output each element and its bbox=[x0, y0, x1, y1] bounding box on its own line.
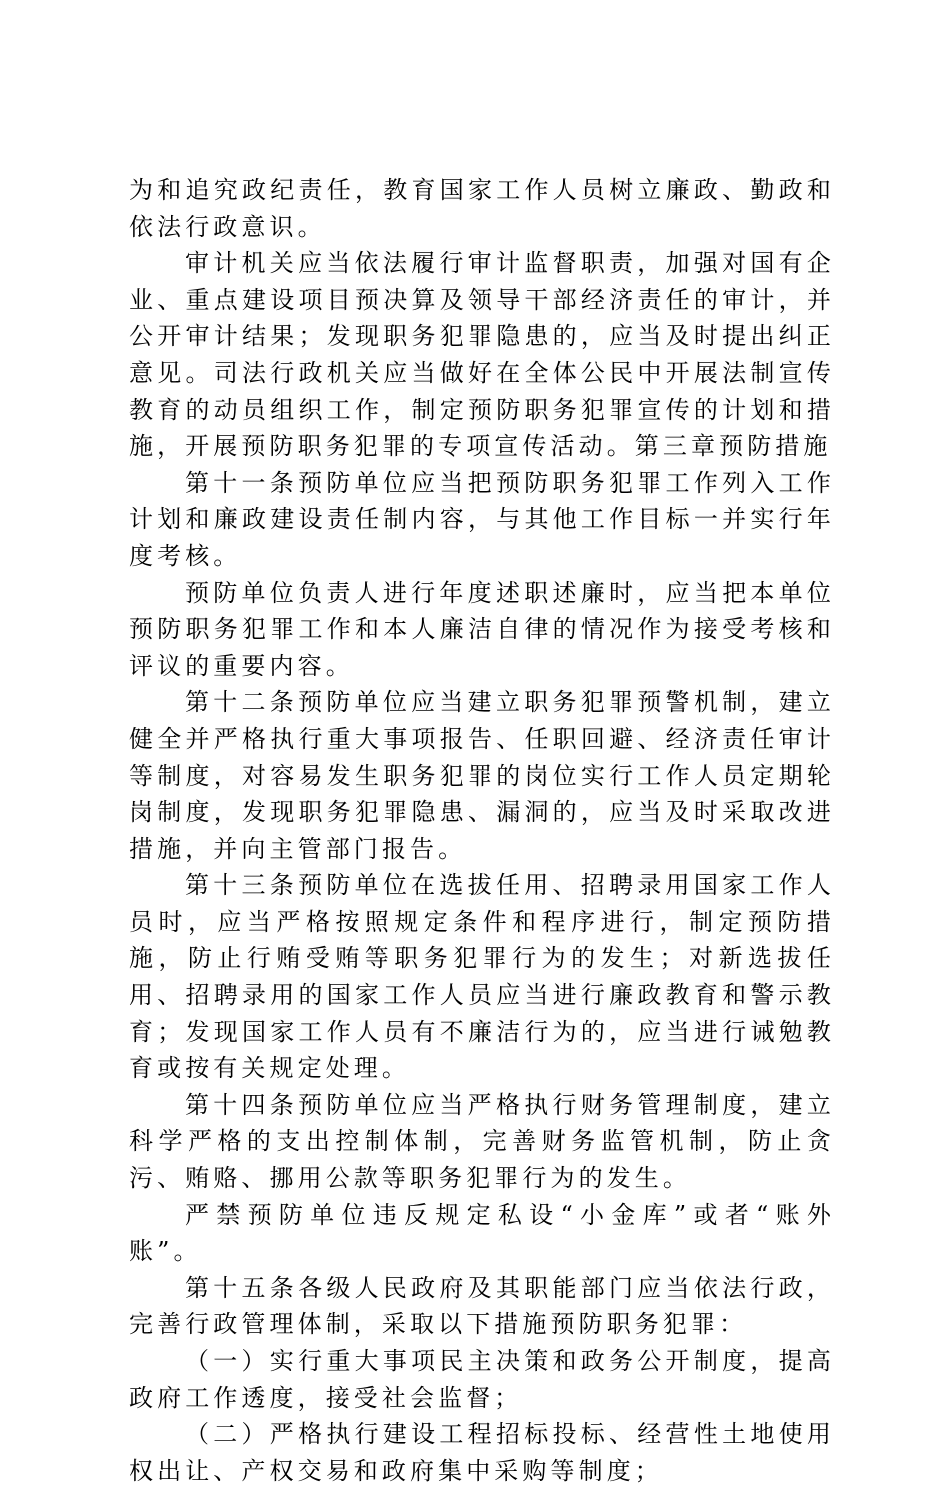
paragraph-9: 第十五条各级人民政府及其职能部门应当依法行政，完善行政管理体制，采取以下措施预防职务犯罪： bbox=[129, 1273, 835, 1339]
paragraph-8: 严禁预防单位违反规定私设“小金库”或者“账外账”。 bbox=[129, 1200, 835, 1266]
paragraph-1: 为和追究政纪责任，教育国家工作人员树立廉政、勤政和依法行政意识。 bbox=[129, 176, 835, 241]
paragraph-6: 第十三条预防单位在选拔任用、招聘录用国家工作人员时，应当严格按照规定条件和程序进行，制定预防措施，防止行贿受贿等职务犯罪行为的发生；对新选拔任用、招聘录用的国家工作人员应当进行廉政教育和警示教育；发现国家工作人员有不廉洁行为的，应当进行诫勉教育或按有关规定处理。 bbox=[129, 871, 835, 1083]
paragraph-7: 第十四条预防单位应当严格执行财务管理制度，建立科学严格的支出控制体制，完善财务监管机制，防止贪污、贿赂、挪用公款等职务犯罪行为的发生。 bbox=[129, 1090, 835, 1193]
list-item-1: （一）实行重大事项民主决策和政务公开制度，提高政府工作透度，接受社会监督； bbox=[129, 1347, 835, 1412]
list-item-2: （二）严格执行建设工程招标投标、经营性土地使用权出让、产权交易和政府集中采购等制度； bbox=[129, 1420, 835, 1485]
paragraph-2: 审计机关应当依法履行审计监督职责，加强对国有企业、重点建设项目预决算及领导干部经济责任的审计，并公开审计结果；发现职务犯罪隐患的，应当及时提出纠正意见。司法行政机关应当做好在全体公民中开展法制宣传教育的动员组织工作，制定预防职务犯罪宣传的计划和措施，开展预防职务犯罪的专项宣传活动。第三章预防措施 bbox=[129, 249, 835, 461]
paragraph-4: 预防单位负责人进行年度述职述廉时，应当把本单位预防职务犯罪工作和本人廉洁自律的情况作为接受考核和评议的重要内容。 bbox=[129, 578, 835, 680]
paragraph-3: 第十一条预防单位应当把预防职务犯罪工作列入工作计划和廉政建设责任制内容，与其他工作目标一并实行年度考核。 bbox=[129, 468, 835, 570]
paragraph-5: 第十二条预防单位应当建立职务犯罪预警机制，建立健全并严格执行重大事项报告、任职回避、经济责任审计等制度，对容易发生职务犯罪的岗位实行工作人员定期轮岗制度，发现职务犯罪隐患、漏洞的，应当及时采取改进措施，并向主管部门报告。 bbox=[129, 688, 835, 863]
document-body bbox=[129, 172, 835, 1489]
